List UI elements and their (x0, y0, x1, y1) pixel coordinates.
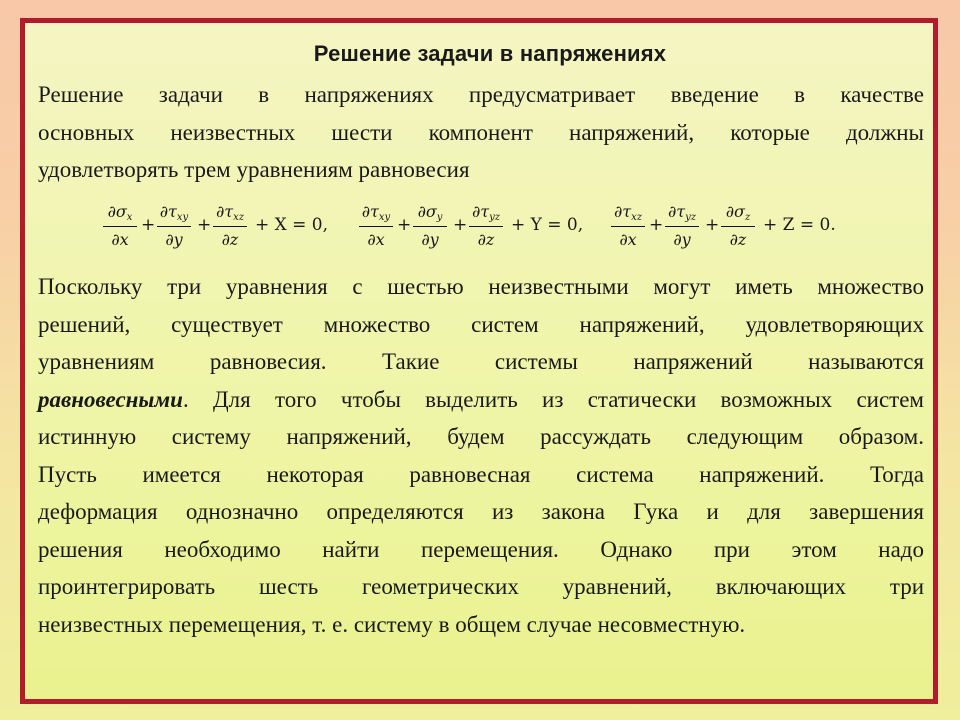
equilibrium-equations: $\partial\sigma_x$ ∂x + $\partial\tau_{xy}$ ∂y + $\partial\tau_{xz}$ ∂z + X = 0, $\partial\tau_{xy}$ ∂x + $\partial\sigma_y$ ∂y + $\partial\tau_{yz}$ ∂z + Y = 0, $\partial\tau_{xz}$ ∂x + $\partial\tau_{yz}$ ∂y + $\partial\sigma_z$ ∂z + Z = 0. (101, 198, 861, 258)
equation-tail: + Z = 0. (763, 215, 836, 235)
plus-sign: + (397, 215, 412, 235)
body-line: истинную систему напряжений, будем рассуждать следующим образом. (38, 424, 924, 449)
body-line: Пусть имеется некоторая равновесная система напряжений. Тогда (38, 461, 924, 487)
intro-line-3: удовлетворять трем уравнениям равновесия (38, 157, 470, 182)
plus-sign: + (705, 215, 720, 235)
emphasis-continuation: . Для того чтобы выделить из статически возможных систем (182, 386, 924, 412)
body-line-emphasis (38, 381, 924, 419)
equation-tail: + X = 0, (255, 215, 329, 235)
plus-sign: + (141, 215, 156, 235)
intro-line-1: Решение задачи в напряжениях предусматривает введение в качестве (38, 82, 924, 107)
plus-sign: + (197, 215, 212, 235)
intro-line-2: основных неизвестных шести компонент напряжений, которые должны (38, 119, 924, 145)
plus-sign: + (453, 215, 468, 235)
body-line: деформация однозначно определяются из закона Гука и для завершения (38, 499, 924, 524)
slide-panel (20, 18, 938, 704)
body-line-last: неизвестных перемещения, т. е. систему в общем случае несовместную. (38, 611, 746, 637)
body-line: решений, существует множество систем напряжений, удовлетворяющих (38, 311, 924, 337)
emphasis-term: равновесными (38, 386, 183, 412)
body-line: уравнениям равновесия. Такие системы напряжений называются (38, 349, 924, 374)
plus-sign: + (649, 215, 664, 235)
body-paragraph (38, 268, 924, 643)
body-line: проинтегрировать шесть геометрических уравнений, включающих три (38, 574, 924, 599)
intro-paragraph (38, 76, 924, 192)
slide-title: Решение задачи в напряжениях (313, 41, 667, 66)
equation-tail: + Y = 0, (511, 215, 584, 235)
body-line: Поскольку три уравнения с шестью неизвестными могут иметь множество (38, 274, 924, 299)
body-line: решения необходимо найти перемещения. Однако при этом надо (38, 536, 924, 562)
